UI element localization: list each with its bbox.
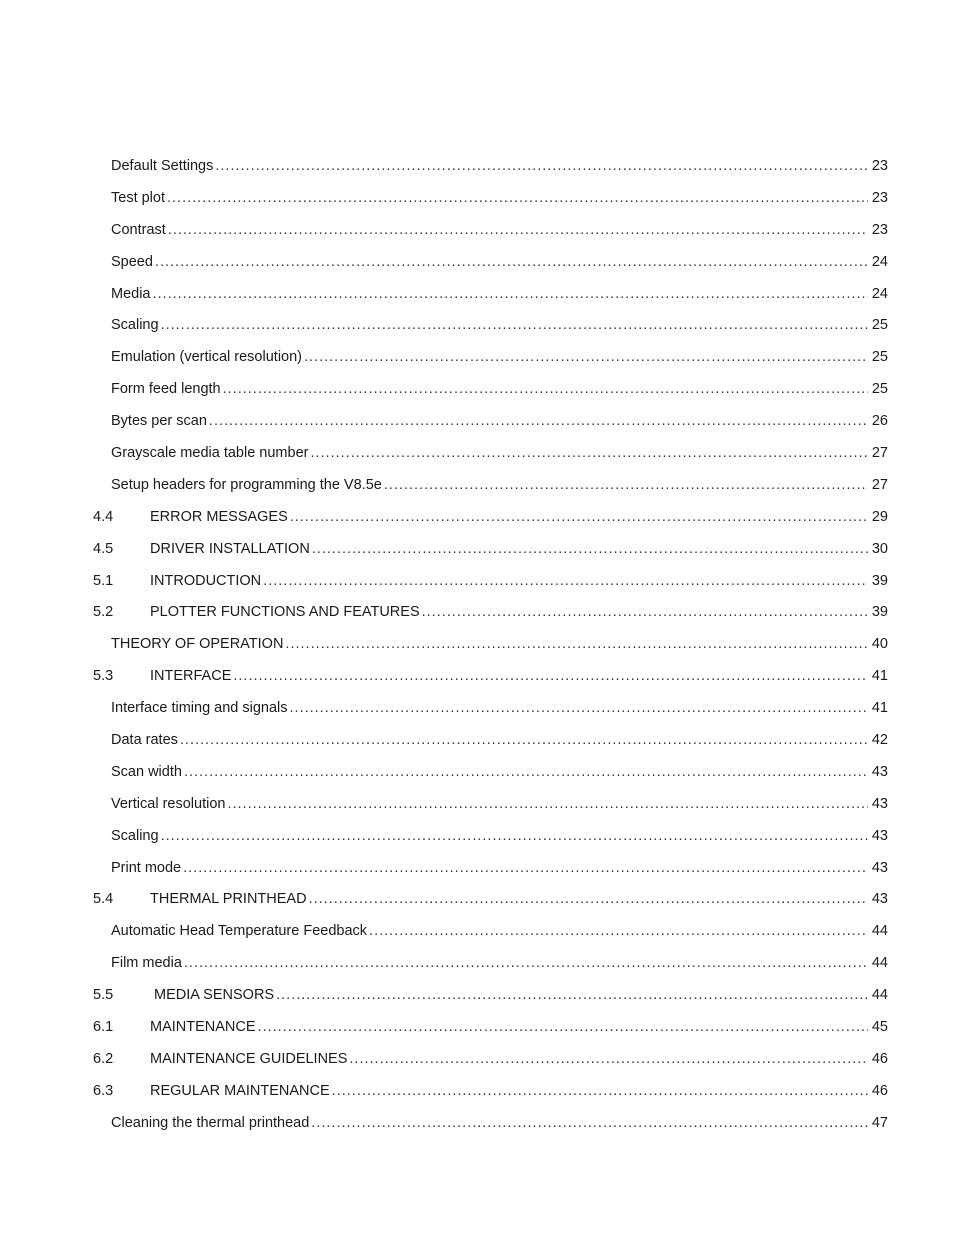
toc-entry-line [93,1051,888,1067]
toc-entry-line [111,764,888,780]
toc-page-number: 24 [868,286,888,302]
toc-dot-leader [290,509,868,525]
toc-entry[interactable] [0,692,954,724]
toc-dot-leader [215,158,868,174]
toc-dot-leader [290,700,868,716]
toc-page-number: 43 [868,828,888,844]
toc-section-number: 5.5 [93,987,114,1004]
toc-entry-line [111,286,888,302]
toc-entry[interactable] [0,150,954,182]
toc-entry[interactable] [0,979,954,1011]
toc-dot-leader [384,477,868,493]
toc-entry-line [111,413,888,429]
toc-entry[interactable] [0,278,954,310]
toc-page-number: 44 [868,987,888,1003]
toc-section-number: 4.5 [93,540,114,557]
toc-entry-title: INTERFACE [150,668,232,685]
toc-entry-line [111,317,888,333]
toc-dot-leader [332,1083,868,1099]
toc-entry-title: Test plot [111,189,165,206]
toc-entry-line [111,477,888,493]
toc-page-number: 27 [868,445,888,461]
toc-dot-leader [369,923,868,939]
toc-dot-leader [168,222,868,238]
toc-page-number: 39 [868,604,888,620]
toc-dot-leader [184,764,868,780]
toc-entry-line [111,158,888,174]
toc-entry[interactable] [0,1075,954,1107]
toc-entry[interactable] [0,628,954,660]
toc-entry-line [111,860,888,876]
toc-page-number: 40 [868,636,888,652]
toc-entry-line [93,891,888,907]
toc-dot-leader [304,349,868,365]
toc-dot-leader [161,828,868,844]
toc-page-number: 29 [868,509,888,525]
toc-section-number: 6.1 [93,1018,114,1035]
toc-dot-leader [223,381,868,397]
toc-entry-title: Print mode [111,859,182,876]
toc-entry-line [93,1083,888,1099]
toc-entry-title: Bytes per scan [111,413,207,430]
toc-entry-line [111,349,888,365]
toc-entry-title: Cleaning the thermal printhead [111,1114,310,1131]
toc-dot-leader [155,254,868,270]
toc-entry[interactable] [0,533,954,565]
toc-entry[interactable] [0,596,954,628]
toc-page-number: 46 [868,1051,888,1067]
toc-entry-title: MAINTENANCE [150,1018,256,1035]
toc-entry[interactable] [0,820,954,852]
toc-dot-leader [184,955,868,971]
toc-entry-title: Scaling [111,827,159,844]
toc-entry-line [111,381,888,397]
toc-entry-title: Speed [111,253,153,270]
toc-entry-title: DRIVER INSTALLATION [150,540,310,557]
toc-page-number: 44 [868,923,888,939]
toc-entry-title: Contrast [111,221,166,238]
table-of-contents [0,150,954,1139]
toc-entry-line [93,668,888,684]
toc-dot-leader [276,987,868,1003]
toc-entry-title: Data rates [111,731,178,748]
toc-entry[interactable] [0,756,954,788]
toc-page-number: 41 [868,668,888,684]
toc-entry-title: ERROR MESSAGES [150,508,288,525]
toc-dot-leader [227,796,868,812]
toc-entry[interactable] [0,341,954,373]
toc-entry-line [93,573,888,589]
toc-page-number: 43 [868,891,888,907]
toc-entry[interactable] [0,1043,954,1075]
toc-entry-line [111,190,888,206]
toc-entry-title: MEDIA SENSORS [150,987,275,1004]
toc-entry-title: Scaling [111,317,159,334]
toc-page-number: 23 [868,222,888,238]
toc-dot-leader [167,190,868,206]
toc-entry[interactable] [0,724,954,756]
toc-entry-title: Setup headers for programming the V8.5e [111,476,382,493]
toc-section-number: 6.3 [93,1082,114,1099]
toc-entry[interactable] [0,883,954,915]
toc-entry-line [111,445,888,461]
toc-entry-line [111,1115,888,1131]
toc-dot-leader [309,891,868,907]
toc-dot-leader [209,413,868,429]
toc-entry-title: Film media [111,955,182,972]
toc-entry-title: INTRODUCTION [150,572,262,589]
toc-entry-line [111,254,888,270]
toc-entry-title: Interface timing and signals [111,700,288,717]
toc-dot-leader [161,317,868,333]
toc-page-number: 23 [868,190,888,206]
toc-page-number: 43 [868,860,888,876]
toc-page-number: 27 [868,477,888,493]
toc-page-number: 46 [868,1083,888,1099]
toc-section-number: 4.4 [93,508,114,525]
toc-page-number: 26 [868,413,888,429]
toc-entry-title: Default Settings [111,157,214,174]
toc-entry-title: THEORY OF OPERATION [111,636,284,653]
toc-page-number: 23 [868,158,888,174]
toc-entry[interactable] [0,246,954,278]
toc-entry[interactable] [0,469,954,501]
toc-entry-title: Form feed length [111,381,221,398]
toc-page-number: 47 [868,1115,888,1131]
toc-dot-leader [311,1115,868,1131]
toc-entry-title: THERMAL PRINTHEAD [150,891,307,908]
toc-dot-leader [180,732,868,748]
toc-entry[interactable] [0,309,954,341]
toc-section-number: 5.4 [93,891,114,908]
toc-entry[interactable] [0,660,954,692]
toc-entry-line [111,955,888,971]
toc-entry[interactable] [0,214,954,246]
toc-entry[interactable] [0,405,954,437]
toc-dot-leader [153,286,869,302]
toc-entry[interactable] [0,1107,954,1139]
toc-page-number: 25 [868,381,888,397]
toc-entry[interactable] [0,947,954,979]
toc-dot-leader [233,668,868,684]
toc-dot-leader [422,604,868,620]
toc-entry-title: Media [111,285,151,302]
toc-page-number: 44 [868,955,888,971]
toc-entry[interactable] [0,501,954,533]
toc-entry-title: Emulation (vertical resolution) [111,349,302,366]
toc-entry-title: PLOTTER FUNCTIONS AND FEATURES [150,604,420,621]
toc-section-number: 5.1 [93,572,114,589]
toc-entry[interactable] [0,565,954,597]
toc-page-number: 24 [868,254,888,270]
toc-entry-line [93,541,888,557]
toc-entry-line [93,509,888,525]
toc-page-number: 25 [868,317,888,333]
toc-page-number: 39 [868,573,888,589]
toc-section-number: 5.2 [93,604,114,621]
toc-entry-line [111,796,888,812]
toc-entry-line [111,636,888,652]
toc-entry-line [93,604,888,620]
toc-entry-title: Grayscale media table number [111,444,309,461]
toc-entry[interactable] [0,437,954,469]
toc-entry-title: MAINTENANCE GUIDELINES [150,1050,348,1067]
toc-dot-leader [258,1019,868,1035]
toc-dot-leader [285,636,868,652]
toc-section-number: 6.2 [93,1050,114,1067]
toc-entry[interactable] [0,182,954,214]
toc-entry[interactable] [0,1011,954,1043]
toc-entry-title: Vertical resolution [111,795,226,812]
toc-dot-leader [312,541,868,557]
toc-dot-leader [349,1051,868,1067]
toc-entry-title: Automatic Head Temperature Feedback [111,923,368,940]
toc-dot-leader [263,573,868,589]
toc-page-number: 30 [868,541,888,557]
toc-entry-line [93,987,888,1003]
toc-entry-line [111,732,888,748]
toc-page-number: 25 [868,349,888,365]
toc-page-number: 42 [868,732,888,748]
toc-entry-title: Scan width [111,763,182,780]
toc-entry[interactable] [0,788,954,820]
toc-entry-line [111,828,888,844]
toc-entry[interactable] [0,852,954,884]
toc-entry[interactable] [0,373,954,405]
toc-dot-leader [183,860,868,876]
toc-section-number: 5.3 [93,668,114,685]
toc-dot-leader [310,445,868,461]
toc-page-number: 43 [868,764,888,780]
toc-entry-line [111,700,888,716]
toc-page-number: 45 [868,1019,888,1035]
toc-entry-line [111,923,888,939]
toc-entry-line [111,222,888,238]
toc-page-number: 43 [868,796,888,812]
toc-entry[interactable] [0,915,954,947]
toc-entry-line [93,1019,888,1035]
toc-page-number: 41 [868,700,888,716]
toc-entry-title: REGULAR MAINTENANCE [150,1082,330,1099]
